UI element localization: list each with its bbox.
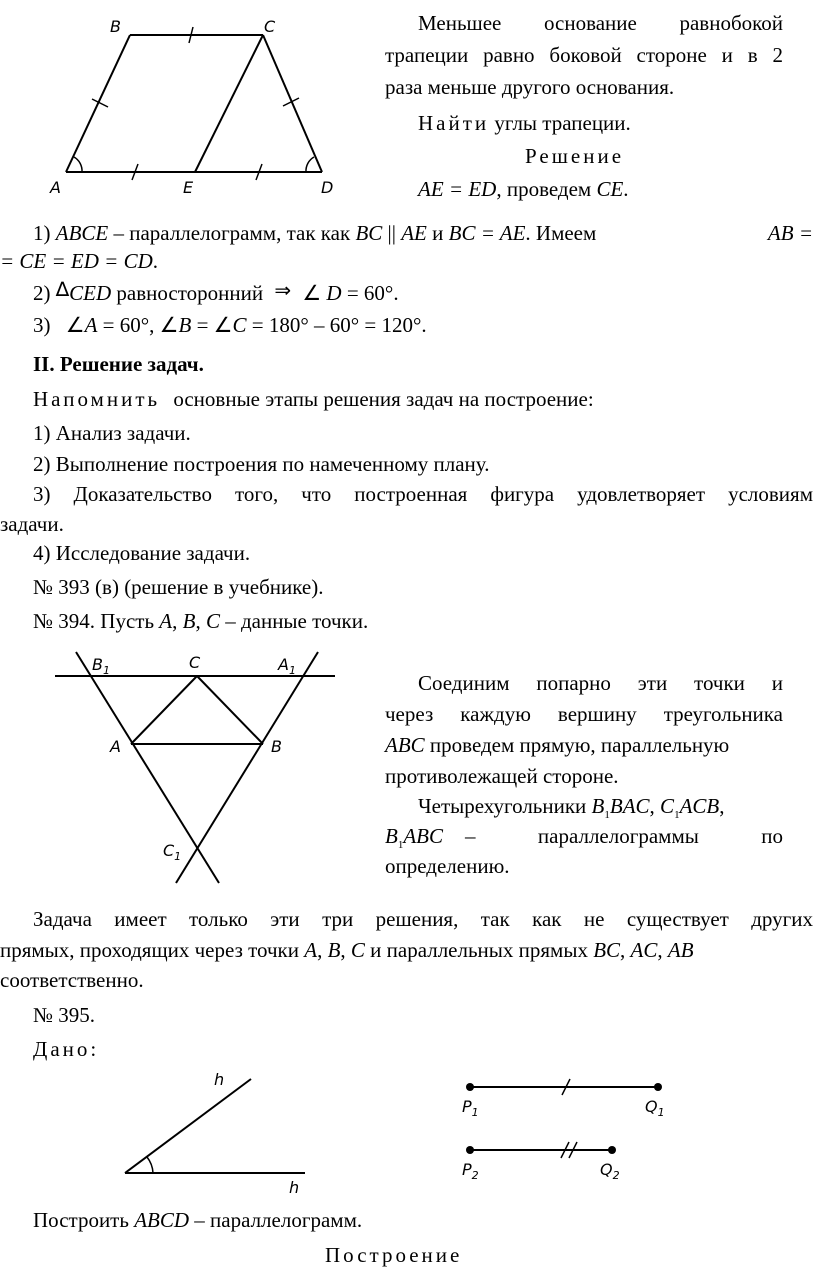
label-p1: $P_1$ [462, 1097, 479, 1119]
angle-icon: ∠ [65, 313, 85, 337]
task-394-suffix: – данные точки. [219, 609, 369, 633]
problem-line-3: раза меньше другого основания. [385, 75, 675, 99]
a: A [304, 938, 318, 962]
bc: BC [593, 938, 621, 962]
abcd: ABCD [134, 1208, 190, 1232]
task-394-prefix: № 394. Пусть [33, 609, 160, 633]
build-pre: Построить [33, 1208, 135, 1232]
label-c: C [264, 17, 276, 36]
connect-line-7: определению. [385, 854, 510, 878]
remind-line [33, 386, 594, 412]
label-b: B [271, 737, 282, 756]
ae-ed-line [418, 176, 629, 202]
find-rest: углы трапеции. [494, 111, 631, 135]
side-ab [66, 35, 130, 172]
equalities: = CE = ED = CD [0, 249, 153, 273]
step-3-num: 3) [33, 313, 51, 337]
and-text: и [426, 221, 449, 245]
ce-text: CE [596, 177, 624, 201]
comma: , [172, 609, 183, 633]
section-heading: II. Решение задач. [33, 352, 204, 376]
comma: , [195, 609, 206, 633]
label-b1: $B_1$ [92, 655, 110, 677]
label-q1: $Q_1$ [645, 1097, 665, 1119]
sep: , [657, 938, 668, 962]
parallel-sign: || [382, 221, 402, 245]
bc-ae: BC = AE [448, 221, 526, 245]
step-1-line-1 [33, 220, 813, 246]
implies-icon: ⇒ [274, 278, 292, 302]
c: C [660, 794, 675, 818]
b: B [591, 794, 605, 818]
step-1-num: 1) [33, 221, 56, 245]
have-text: . Имеем [525, 221, 597, 245]
angle-arc-d [306, 157, 314, 172]
ae-ed: AE = ED [418, 177, 497, 201]
task-393: № 393 (в) (решение в учебнике). [33, 575, 324, 599]
given-title: Дано: [33, 1037, 100, 1061]
label-c1: $C_1$ [163, 841, 182, 863]
period: . [152, 249, 159, 273]
triangle-icon: ∆ [55, 277, 70, 301]
construction-title: Построение [325, 1243, 463, 1267]
angle-icon: ∠ [213, 313, 233, 337]
abc: ABC [385, 733, 425, 757]
conclusion-mid: и параллельных прямых [364, 938, 594, 962]
quad-text: Четырехугольники [418, 794, 592, 818]
step-1-text: – параллелограмм, так как [108, 221, 356, 245]
sep: , [317, 938, 328, 962]
drawn-text: , проведем [496, 177, 597, 201]
label-c: C [189, 653, 201, 672]
b: B [182, 609, 196, 633]
acb: ACB [679, 794, 720, 818]
given-figure [0, 1065, 816, 1195]
angle-arc-a [74, 157, 82, 172]
step-3 [33, 312, 427, 338]
b: B [327, 938, 341, 962]
a-value: = 60°, [97, 313, 160, 337]
bc: BC [355, 221, 383, 245]
angle-arc [147, 1157, 153, 1173]
remind-rest: основные этапы решения задач на построение: [173, 387, 594, 411]
problem-line-1: Меньшее основание равнобокой [418, 11, 783, 35]
ab-eq: AB = [767, 221, 813, 245]
connect-text-3: проведем прямую, параллельную [424, 733, 730, 757]
remind-item-1: 1) Анализ задачи. [33, 421, 191, 445]
ced: CED [69, 281, 112, 305]
remind-item-3b: задачи. [0, 512, 64, 536]
find-word: Найти [418, 111, 490, 135]
angle-icon: ∠ [159, 313, 179, 337]
label-p2: $P_2$ [462, 1160, 479, 1182]
solution-title: Решение [525, 144, 625, 168]
label-a1: $A_1$ [278, 655, 296, 677]
step-1-line-2 [0, 248, 158, 274]
label-b: B [110, 17, 121, 36]
build-post: – параллелограмм. [189, 1208, 363, 1232]
task-394 [33, 608, 368, 634]
sep: , [340, 938, 351, 962]
sub: 1 [604, 809, 610, 822]
remind-word: Напомнить [33, 387, 161, 411]
a: A [159, 609, 173, 633]
conclusion-line-2 [0, 937, 694, 963]
connect-line-2: через каждую вершину треугольника [385, 702, 783, 726]
a: A [84, 313, 98, 337]
label-q2: $Q_2$ [600, 1160, 620, 1182]
comma: , [649, 794, 661, 818]
step-2 [33, 277, 399, 306]
line-a1-c1 [176, 652, 318, 883]
c: C [232, 313, 247, 337]
b: B [178, 313, 192, 337]
remind-item-2: 2) Выполнение построения по намеченному плану. [33, 452, 490, 476]
step-1-part-a [33, 220, 596, 246]
find-line [418, 110, 631, 136]
abc: ABC [403, 824, 443, 848]
d-value: = 60°. [341, 281, 399, 305]
remind-item-3a: 3) Доказательство того, что построенная фигура удовлетворяет условиям [33, 482, 813, 506]
connect-line-3 [385, 732, 729, 758]
c: C [205, 609, 220, 633]
connect-line-4: противолежащей стороне. [385, 764, 619, 788]
conclusion-text: прямых, проходящих через точки [0, 938, 305, 962]
eq: = [191, 313, 214, 337]
c: C [350, 938, 365, 962]
comma: , [719, 794, 725, 818]
point-q2 [608, 1146, 616, 1154]
b: B [385, 824, 398, 848]
angle-icon: ∠ [302, 281, 322, 305]
abce: ABCE [55, 221, 109, 245]
ae: AE [401, 221, 427, 245]
point-q1 [654, 1083, 662, 1091]
bac: BAC [609, 794, 650, 818]
side-cd [263, 35, 322, 172]
dot: . [623, 177, 629, 201]
label-h-bottom: h [289, 1178, 300, 1197]
build-line [33, 1207, 362, 1233]
ab: AB [667, 938, 694, 962]
label-h-top: h [214, 1070, 225, 1089]
connect-text-6: – параллелограммы по [465, 824, 783, 848]
label-e: E [183, 178, 194, 197]
connect-line-1: Соединим попарно эти точки и [418, 671, 783, 695]
conclusion-line-1: Задача имеет только эти три решения, так как не существует других [33, 907, 813, 931]
conclusion-line-3: соответственно. [0, 968, 144, 992]
ray-upper [125, 1079, 251, 1173]
ac: AC [630, 938, 658, 962]
task-395: № 395. [33, 1003, 96, 1027]
sep: , [620, 938, 631, 962]
remind-item-4: 4) Исследование задачи. [33, 541, 251, 565]
side-ca [131, 676, 197, 744]
label-d: D [321, 178, 334, 197]
side-cb [197, 676, 263, 744]
point-p1 [466, 1083, 474, 1091]
sub: 1 [397, 839, 404, 852]
problem-line-2: трапеции равно боковой стороне и в 2 [385, 43, 783, 67]
step-2-num: 2) [33, 281, 51, 305]
point-p2 [466, 1146, 474, 1154]
label-a: A [50, 178, 61, 197]
label-a: A [110, 737, 121, 756]
step-2-text: равносторонний [111, 281, 264, 305]
d: D [326, 281, 342, 305]
bc-value: = 180° – 60° = 120°. [246, 313, 427, 337]
sub: 1 [674, 809, 680, 822]
segment-ce [195, 35, 263, 172]
